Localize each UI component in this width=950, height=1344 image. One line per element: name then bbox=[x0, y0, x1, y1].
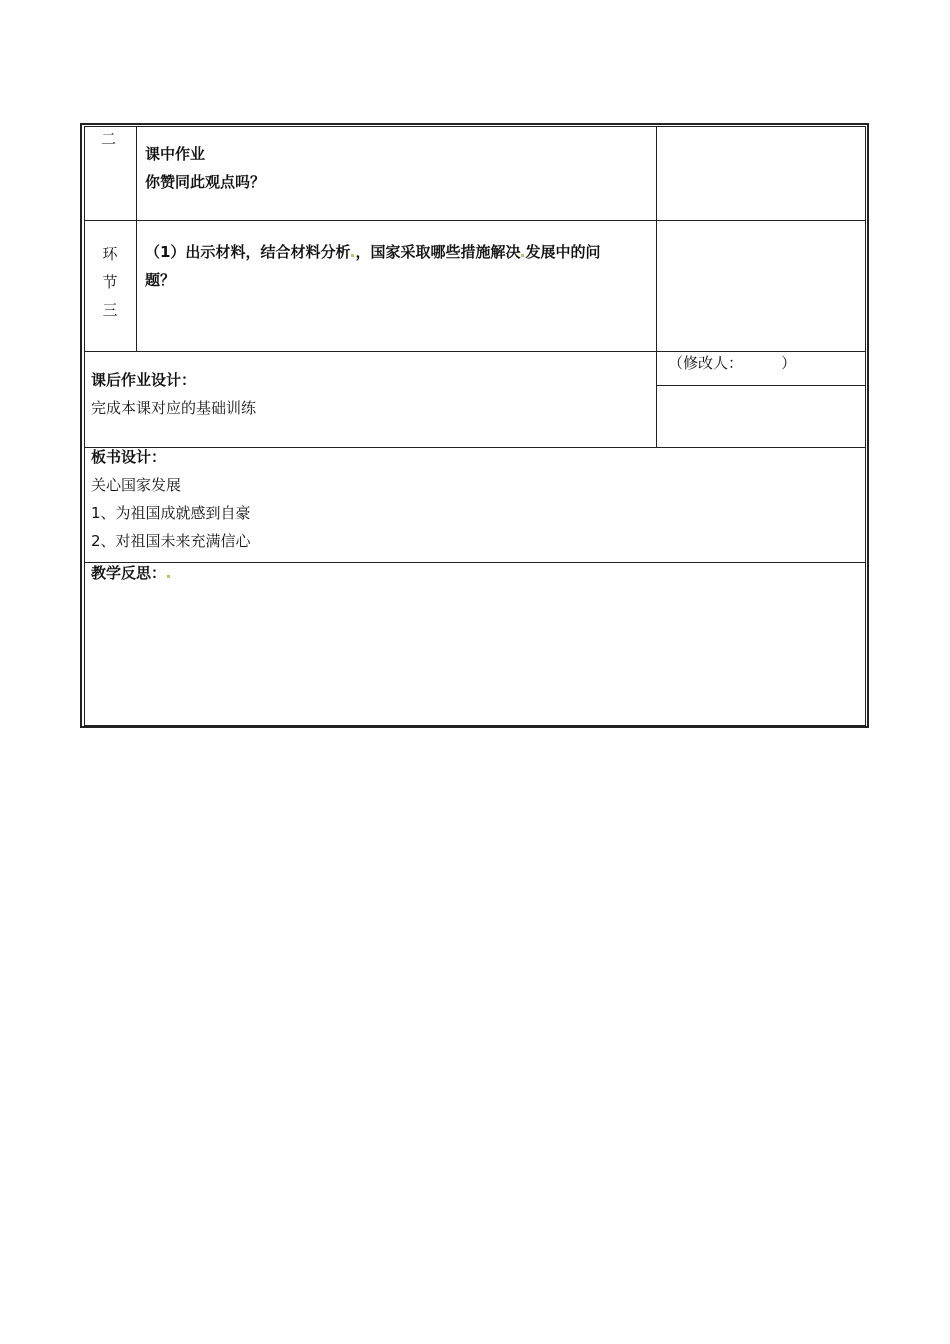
section-label-three bbox=[98, 240, 122, 324]
editor-mark bbox=[351, 254, 354, 257]
row-divider bbox=[84, 447, 866, 448]
board-design-title: 板书设计： bbox=[91, 448, 167, 466]
task-text-line2: 题？ bbox=[145, 271, 176, 289]
teaching-reflection-title bbox=[91, 559, 171, 587]
board-design-line: 1、为祖国成就感到自豪 bbox=[91, 504, 251, 522]
section-label-char: 节 bbox=[102, 273, 118, 291]
column-divider bbox=[136, 126, 137, 351]
section-label-two: 二 bbox=[101, 130, 117, 148]
board-design-line: 2、对祖国未来充满信心 bbox=[91, 532, 251, 550]
board-design-line: 关心国家发展 bbox=[91, 476, 182, 494]
cell-divider bbox=[656, 385, 866, 386]
editor-mark bbox=[167, 575, 170, 578]
table-inner-border bbox=[84, 126, 866, 726]
row-divider bbox=[84, 220, 866, 221]
task-text-segment: 发展中的问 bbox=[525, 243, 601, 261]
section-label-char: 环 bbox=[102, 245, 118, 263]
task-text-segment: （1）出示材料，结合材料分析 bbox=[145, 243, 351, 261]
in-class-homework-title: 课中作业 bbox=[145, 145, 206, 163]
task-text-line1 bbox=[145, 238, 600, 266]
teaching-reflection-label: 教学反思： bbox=[91, 564, 167, 582]
homework-design-title: 课后作业设计： bbox=[91, 371, 197, 389]
row-divider bbox=[84, 562, 866, 563]
column-divider bbox=[656, 126, 657, 447]
homework-design-content: 完成本课对应的基础训练 bbox=[91, 399, 257, 417]
in-class-question: 你赞同此观点吗？ bbox=[145, 173, 266, 191]
modifier-label: （修改人： ） bbox=[668, 354, 797, 372]
task-text-segment: ，国家采取哪些措施解决 bbox=[355, 243, 521, 261]
section-label-char: 三 bbox=[102, 301, 118, 319]
